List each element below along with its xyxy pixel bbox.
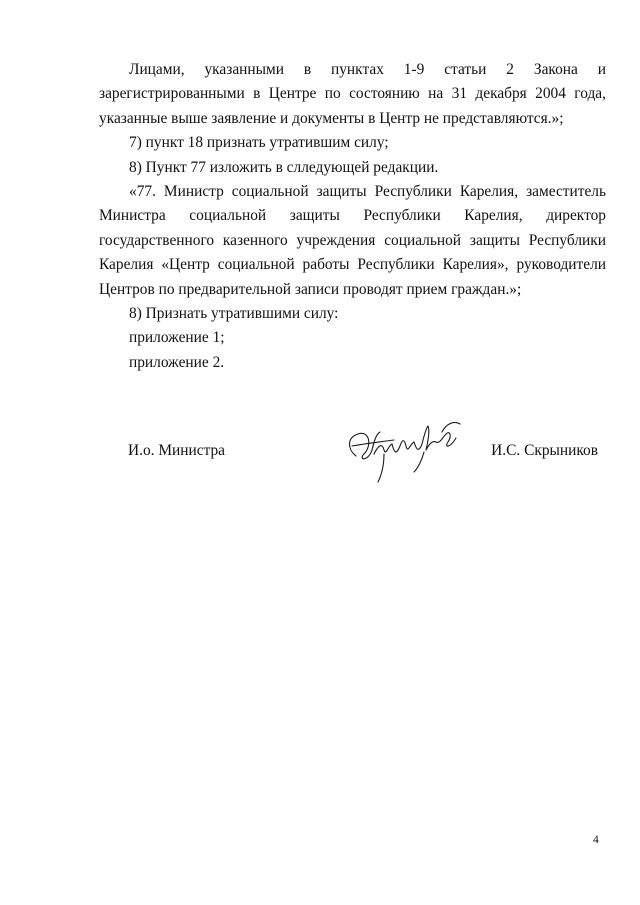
handwritten-signature xyxy=(338,416,468,488)
document-body xyxy=(99,58,606,375)
paragraph-annex-1: приложение 1; xyxy=(129,329,225,347)
signatory-name: И.С. Скрыников xyxy=(491,442,598,459)
signatory-title: И.о. Министра xyxy=(128,442,226,459)
page-number: 4 xyxy=(593,834,599,846)
paragraph-item-8-amend: 8) Пункт 77 изложить в слледующей редакции. xyxy=(129,158,439,176)
paragraph-item-77: «77. Министр социальной защиты Республики Карелия, заместитель Министра социальной защиты Республики Карелия, директор государственного казенного учреждения социальной защиты Республики Карелия «Центр социальной работы Республики Карелия», руководители Центров по предварительной записи проводят прием граждан.»; xyxy=(99,183,606,298)
paragraph-annex-2: приложение 2. xyxy=(129,353,225,371)
signature-block xyxy=(128,438,606,528)
paragraph-item-8-repeal: 8) Признать утратившими силу: xyxy=(129,305,339,323)
paragraph-continuation: Лицами, указанными в пунктах 1-9 статьи 2 Закона и зарегистрированными в Центре по состоянию на 31 декабря 2004 года, указанные выше заявление и документы в Центр не представляются.»; xyxy=(99,61,606,127)
paragraph-item-7: 7) пункт 18 признать утратившим силу; xyxy=(129,134,389,152)
